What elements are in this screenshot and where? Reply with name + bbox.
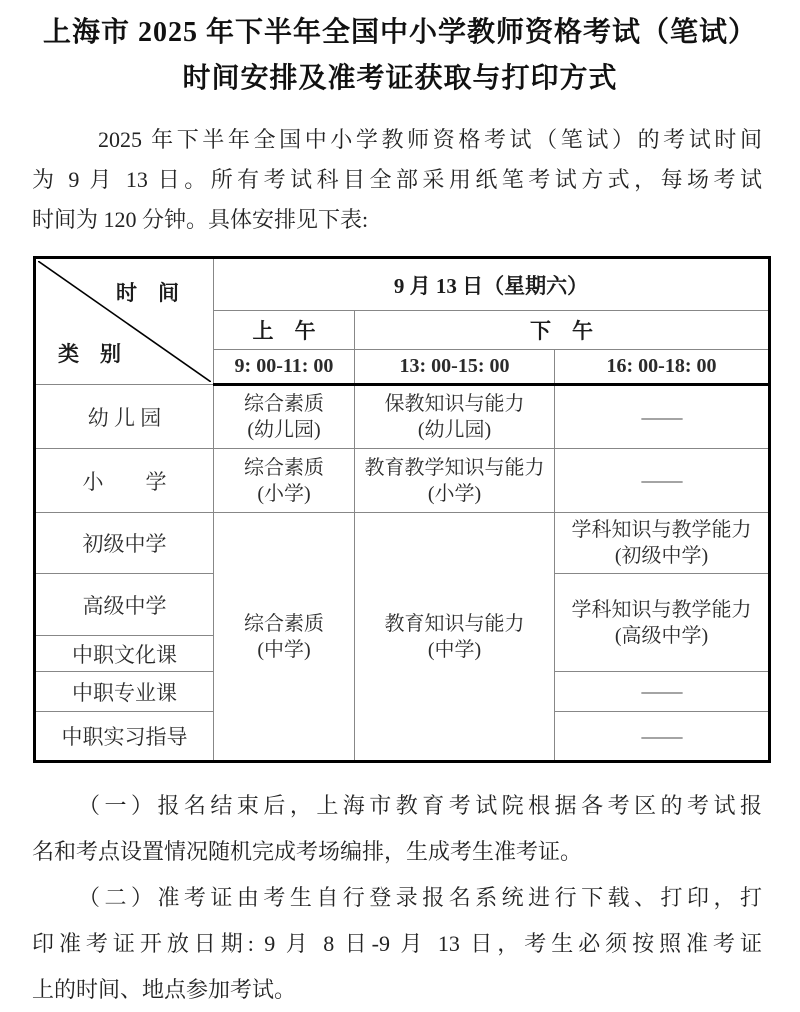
category-cell-voc-intern: 中职实习指导 — [35, 712, 214, 762]
table-row-kindergarten — [35, 385, 770, 449]
title-line-2: 时间安排及准考证获取与打印方式 — [182, 63, 618, 94]
corner-header-cell — [35, 258, 214, 385]
note-line: （一）报名结束后，上海市教育考试院根据各考区的考试报 — [78, 793, 762, 818]
note-paragraph-2 — [32, 875, 762, 1012]
subject-cell — [355, 385, 555, 449]
subject-cell — [555, 513, 770, 574]
category-cell-junior: 初级中学 — [35, 513, 214, 574]
corner-label-category: 类 别 — [58, 342, 121, 366]
subject-name: 教育教学知识与能力 — [364, 456, 545, 479]
header-morning-cell: 上 午 — [214, 311, 355, 350]
corner-label-time: 时 间 — [116, 281, 179, 305]
subject-cell-merged — [355, 513, 555, 762]
subject-cell — [214, 385, 355, 449]
empty-slot-cell: —— — [555, 385, 770, 449]
subject-cell-merged — [214, 513, 355, 762]
category-cell-primary: 小 学 — [35, 449, 214, 513]
subject-cell — [214, 449, 355, 513]
note-line: 印准考证开放日期: 9 月 8 日-9 月 13 日，考生必须按照准考证 — [32, 931, 762, 956]
subject-name: 教育知识与能力 — [384, 612, 525, 635]
header-time-cell-2: 13: 00-15: 00 — [355, 350, 555, 385]
header-time-cell-1: 9: 00-11: 00 — [214, 350, 355, 385]
notes-section — [0, 783, 800, 1012]
page-title — [0, 0, 800, 102]
subject-name: 学科知识与教学能力 — [571, 598, 752, 621]
subject-scope: (小学) — [427, 482, 482, 505]
intro-line: 时间为 120 分钟。具体安排见下表: — [32, 207, 369, 232]
subject-scope: (幼儿园) — [417, 419, 492, 441]
category-cell-voc-culture: 中职文化课 — [35, 636, 214, 672]
intro-paragraph — [0, 120, 800, 240]
subject-name: 综合素质 — [244, 612, 324, 635]
intro-line: 为 9 月 13 日。所有考试科目全部采用纸笔考试方式，每场考试 — [32, 167, 762, 192]
subject-cell — [355, 449, 555, 513]
category-cell-kindergarten: 幼 儿 园 — [35, 385, 214, 449]
subject-name: 综合素质 — [244, 456, 324, 479]
note-paragraph-1 — [32, 783, 762, 875]
note-line: （二）准考证由考生自行登录报名系统进行下载、打印，打 — [78, 885, 762, 910]
note-line: 名和考点设置情况随机完成考场编排，生成考生准考证。 — [32, 839, 583, 864]
subject-scope: (中学) — [427, 638, 482, 661]
empty-slot-cell: —— — [555, 712, 770, 762]
table-header-row-date — [35, 258, 770, 311]
subject-scope: (初级中学) — [614, 545, 709, 567]
header-time-cell-3: 16: 00-18: 00 — [555, 350, 770, 385]
category-cell-voc-major: 中职专业课 — [35, 672, 214, 712]
table-row-primary — [35, 449, 770, 513]
subject-name: 学科知识与教学能力 — [571, 519, 752, 541]
intro-line: 2025 年下半年全国中小学教师资格考试（笔试）的考试时间 — [98, 127, 762, 152]
header-afternoon-cell: 下 午 — [355, 311, 770, 350]
subject-scope: (中学) — [257, 638, 311, 661]
note-line: 上的时间、地点参加考试。 — [32, 977, 297, 1002]
subject-name: 保教知识与能力 — [384, 393, 525, 415]
subject-cell-merged — [555, 574, 770, 672]
header-date-cell: 9 月 13 日（星期六） — [214, 258, 770, 311]
subject-name: 综合素质 — [244, 393, 324, 415]
empty-slot-cell: —— — [555, 672, 770, 712]
exam-schedule-table — [33, 256, 771, 763]
title-line-1: 上海市 2025 年下半年全国中小学教师资格考试（笔试） — [42, 17, 757, 48]
table-row-junior-secondary — [35, 513, 770, 574]
subject-scope: (小学) — [257, 482, 311, 505]
diagonal-split-cell — [38, 261, 211, 382]
empty-slot-cell: —— — [555, 449, 770, 513]
subject-scope: (高级中学) — [614, 624, 709, 647]
subject-scope: (幼儿园) — [247, 419, 321, 441]
category-cell-senior: 高级中学 — [35, 574, 214, 636]
